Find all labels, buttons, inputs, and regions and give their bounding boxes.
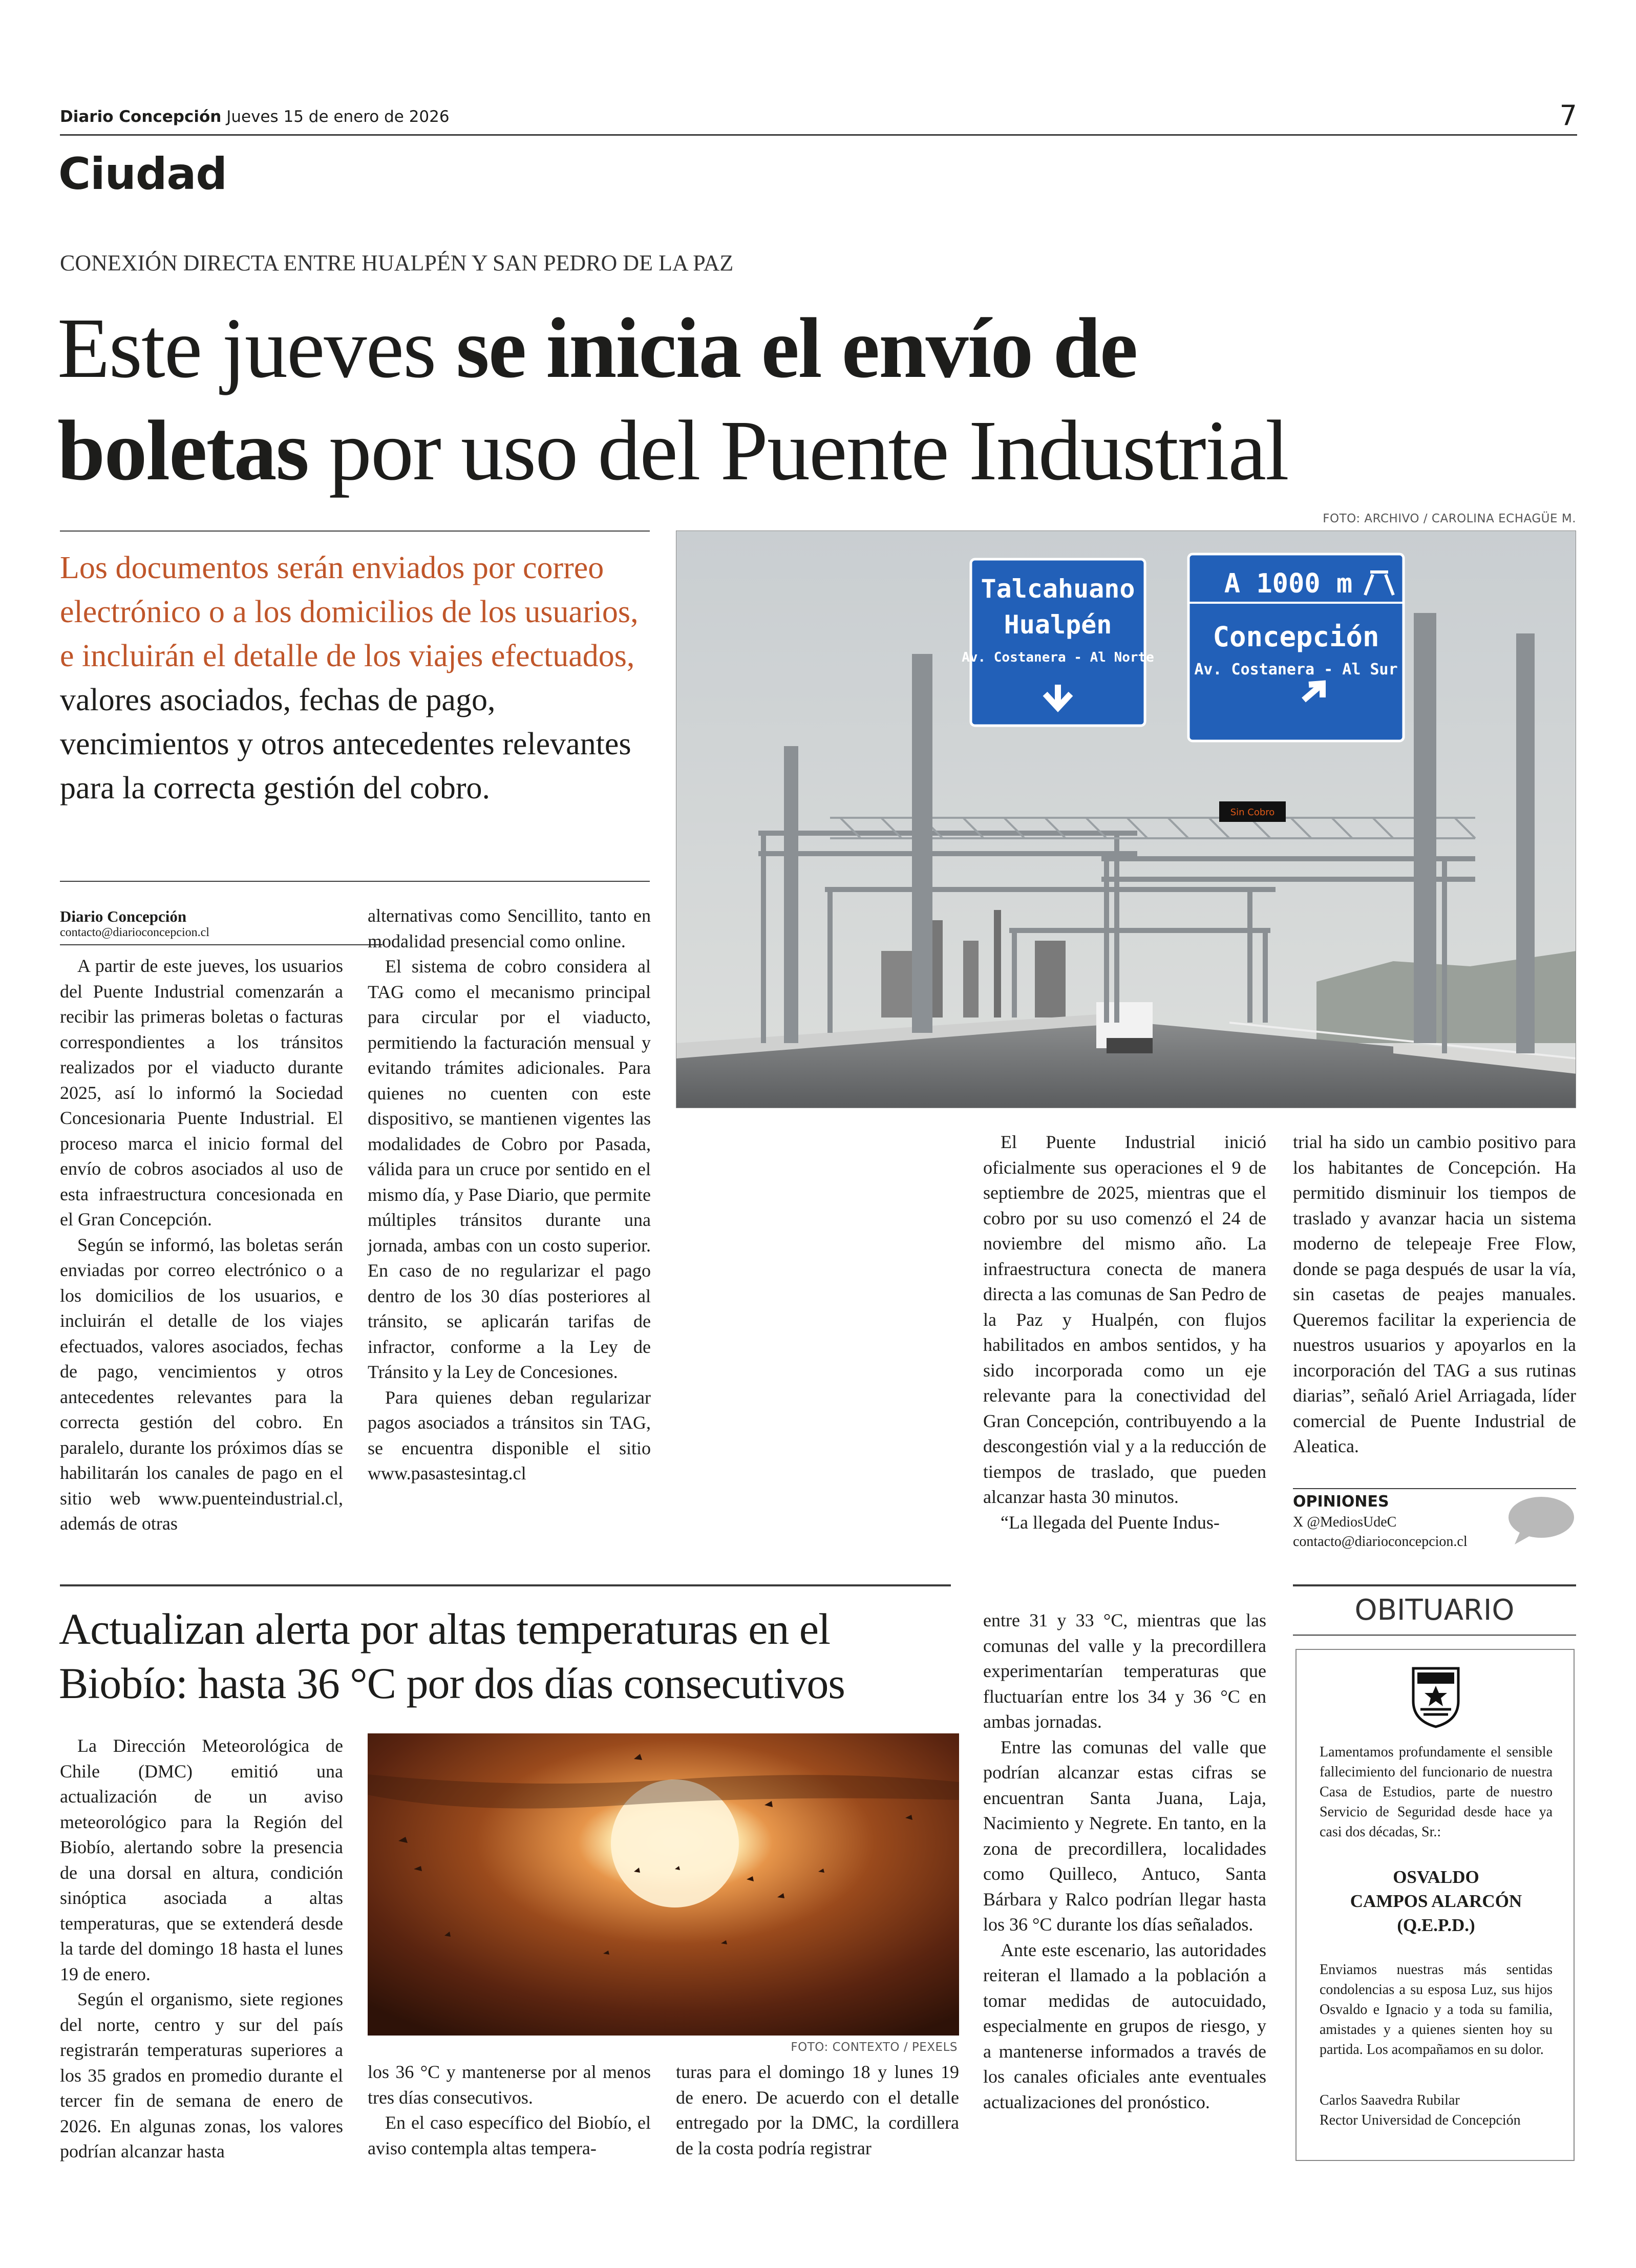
second-col2-p2: En el caso específico del Biobío, el aviso contempla altas tempera-: [368, 2112, 651, 2158]
main-col3-p1: El Puente Industrial inició oficialmente sus operaciones el 9 de septiembre de 2025, mientras que el cobro por su uso comenzó el 24 de noviembre del mismo año. La infraestructura conecta de manera directa a las comunas de San Pedro de la Paz y Hualpén, con flujos habilitados en ambos sentidos, y ha sido incorporada como un eje relevante para la conectividad del Gran Concepción, contribuyendo a la descongestión vial y a la reducción de tiempos de traslado, que pueden alcanzar hasta 30 minutos.: [983, 1132, 1266, 1507]
second-column-4: [983, 1608, 1266, 2115]
main-headline-line2: boletas por uso del Puente Industrial: [57, 403, 1288, 498]
obituary-title-rule: [1293, 1635, 1576, 1636]
sign-left-line2: Hualpén: [1004, 610, 1112, 640]
byline-rule: [60, 944, 383, 945]
sunset-photo-svg: [368, 1733, 959, 2036]
byline-email: contacto@diarioconcepcion.cl: [60, 926, 209, 939]
main-column-1: [60, 953, 343, 1537]
signer-name: Carlos Saavedra Rubilar: [1320, 2092, 1460, 2108]
main-column-4: [1293, 1130, 1576, 1459]
main-column-2: [368, 903, 651, 1487]
second-column-2: [368, 2060, 651, 2161]
speech-bubble-icon: [1505, 1494, 1575, 1545]
main-column-3: [983, 1130, 1266, 1535]
deceased-name: [1307, 1865, 1565, 1937]
sign-left-line3: Av. Costanera - Al Norte: [962, 650, 1154, 665]
header-rule: [60, 134, 1577, 136]
opinions-title: OPINIONES: [1293, 1493, 1389, 1511]
main-col3-p2: “La llegada del Puente Indus-: [1001, 1512, 1220, 1533]
kicker: CONEXIÓN DIRECTA ENTRE HUALPÉN Y SAN PEDRO DE LA PAZ: [60, 250, 734, 275]
bridge-photo-svg: [676, 531, 1576, 1108]
second-column-3: [676, 2060, 959, 2161]
second-col4-p2: Entre las comunas del valle que podrían alcanzar estas cifras se encuentran Santa Juana, Laja, Nacimiento y Negrete. En tanto, en la zona de precordillera, localidades como Quilleco, Antuco, Santa Bárbara y Ralco podrían llegar hasta los 36 °C durante los días señalados.: [983, 1736, 1266, 1935]
folio-line: [60, 107, 450, 127]
sunset-photo-credit: FOTO: CONTEXTO / PEXELS: [791, 2041, 958, 2054]
main-col1-p2: Según se informó, las boletas serán enviadas por correo electrónico o a los domicilios de los usuarios, e incluirán el detalle de los viajes efectuados, valores asociados, fechas de pago, vencimientos y otros antecedentes relevantes para la correcta gestión del cobro. En paralelo, durante los próximos días se habilitarán los canales de pago en el sitio web www.puenteindustrial.cl, además de otras: [60, 1234, 343, 1534]
signer-title: Rector Universidad de Concepción: [1320, 2112, 1521, 2128]
opinions-handle: X @MediosUdeC: [1293, 1514, 1397, 1530]
second-headline: [59, 1602, 960, 1710]
lead-top-rule: [60, 531, 650, 532]
second-col1-p1: La Dirección Meteorológica de Chile (DMC) emitió una actualización de un aviso meteorológico para la Región del Biobío, alertando sobre la presencia de una dorsal en altura, condición sinóptica asociada a altas temperaturas, que se extenderá desde la tarde del domingo 18 hasta el lunes 19 de enero.: [60, 1735, 343, 1984]
obituary-title: OBITUARIO: [1354, 1594, 1515, 1627]
main-headline: [57, 297, 1288, 502]
bridge-photo: [676, 531, 1576, 1108]
obituary-intro: Lamentamos profundamente el sensible fallecimiento del funcionario de nuestra Casa de Estudios, parte de nuestro Servicio de Seguridad desde hace ya casi dos décadas, Sr.:: [1320, 1744, 1553, 1840]
second-col4-p1: entre 31 y 33 °C, mientras que las comunas del valle y la precordillera experimentarían temperaturas que fluctuarían entre los 34 y 36 °C en ambas jornadas.: [983, 1610, 1266, 1732]
main-headline-line1: Este jueves se inicia el envío de: [57, 301, 1137, 396]
main-col2-p1: alternativas como Sencillito, tanto en modalidad presencial como online.: [368, 905, 651, 951]
issue-date: Jueves 15 de enero de 2026: [226, 108, 450, 126]
second-col3-p1: turas para el domingo 18 y lunes 19 de enero. De acuerdo con el detalle entregado por la DMC, la cordillera de la costa podría registrar: [676, 2062, 959, 2158]
toll-display-text: Sin Cobro: [1230, 807, 1275, 818]
second-headline-line1: Actualizan alerta por altas temperaturas en el: [59, 1604, 830, 1654]
section-rule-second: [60, 1584, 951, 1586]
deceased-name-line2: CAMPOS ALARCÓN: [1350, 1891, 1522, 1911]
deceased-name-line3: (Q.E.P.D.): [1397, 1915, 1475, 1935]
second-col4-p3: Ante este escenario, las autoridades reiteran el llamado a la población a tomar medidas de autocuidado, especialmente en grupos de riesgo, y a mantenerse informados a través de los canales oficiales ante eventuales actualizaciones del pronóstico.: [983, 1939, 1266, 2112]
deceased-name-line1: OSVALDO: [1393, 1867, 1479, 1887]
obituary-condolences: Enviamos nuestras más sentidas condolencias a su esposa Luz, sus hijos Osvaldo e Ignacio y a toda su familia, amistades y a quienes sienten hoy su partida. Los acompañamos en su dolor.: [1320, 1962, 1553, 2058]
sign-right-line3: Av. Costanera - Al Sur: [1194, 661, 1398, 679]
section-title: Ciudad: [58, 149, 227, 200]
main-photo-credit: FOTO: ARCHIVO / CAROLINA ECHAGÜE M.: [1323, 512, 1576, 525]
paper-name: Diario Concepción: [60, 108, 222, 126]
obituary-box: [1295, 1649, 1575, 2161]
second-headline-line2: Biobío: hasta 36 °C por dos días consecutivos: [59, 1659, 845, 1708]
opinions-rule: [1293, 1488, 1576, 1489]
page-number: 7: [1559, 99, 1577, 132]
sign-right-line1: A 1000 m: [1224, 568, 1353, 599]
obituary-signature: [1320, 2090, 1553, 2130]
main-col2-p2: El sistema de cobro considera al TAG como el mecanismo principal para circular por el viaducto, permitiendo la facturación mensual y evitando trámites adicionales. Para quienes no cuenten con este dispositivo, se mantienen vigentes las modalidades de Cobro por Pasada, válida para un cruce por sentido en el mismo día, y Pase Diario, que permite múltiples tránsitos durante una jornada, ambas con un costo superior. En caso de no regularizar el pago dentro de los 30 días posteriores al tránsito, se aplicarán tarifas de infractor, conforme a la Ley de Tránsito y la Ley de Concesiones.: [368, 956, 651, 1382]
lead-bottom-rule: [60, 881, 650, 882]
university-crest-icon: [1410, 1665, 1461, 1729]
second-col1-p2: Según el organismo, siete regiones del norte, centro y sur del país registrarán temperaturas superiores a los 35 grados en promedio durante el tercer fin de semana de enero de 2026. En algunas zonas, los valores podrían alcanzar hasta: [60, 1989, 343, 2161]
opinions-email: contacto@diarioconcepcion.cl: [1293, 1534, 1468, 1550]
sign-left-line1: Talcahuano: [981, 574, 1135, 604]
obituary-top-rule: [1293, 1584, 1576, 1586]
sign-right-line2: Concepción: [1213, 621, 1379, 653]
main-col4-p1: trial ha sido un cambio positivo para los habitantes de Concepción. Ha permitido disminuir los tiempos de traslado y avanzar hacia un sistema moderno de telepeaje Free Flow, donde se paga después de usar la vía, sin casetas de peajes manuales. Queremos facilitar la experiencia de nuestros usuarios y apoyarlos en la incorporación del TAG a sus rutinas diarias”, señaló Ariel Arriagada, líder comercial de Puente Industrial de Aleatica.: [1293, 1132, 1576, 1456]
sunset-photo: [368, 1733, 959, 2036]
second-column-1: [60, 1733, 343, 2165]
byline-name: Diario Concepción: [60, 907, 187, 925]
byline: [60, 907, 403, 940]
lead-paragraph: Los documentos serán enviados por correo electrónico o a los domicilios de los usuarios, e incluirán el detalle de los viajes efectuados, valores asociados, fechas de pago, vencimientos y otros antecedentes relevantes para la correcta gestión del cobro.: [60, 550, 639, 806]
main-col1-p1: A partir de este jueves, los usuarios del Puente Industrial comenzarán a recibir las primeras boletas o facturas correspondientes a los tránsitos realizados por el viaducto durante 2025, así lo informó la Sociedad Concesionaria Puente Industrial. El proceso marca el inicio formal del envío de cobros asociados al uso de esta infraestructura concesionada en el Gran Concepción.: [60, 956, 343, 1230]
main-col2-p3: Para quienes deban regularizar pagos asociados a tránsitos sin TAG, se encuentra disponible el sitio www.pasastesintag.cl: [368, 1387, 651, 1483]
second-col2-p1: los 36 °C y mantenerse por al menos tres días consecutivos.: [368, 2062, 651, 2108]
